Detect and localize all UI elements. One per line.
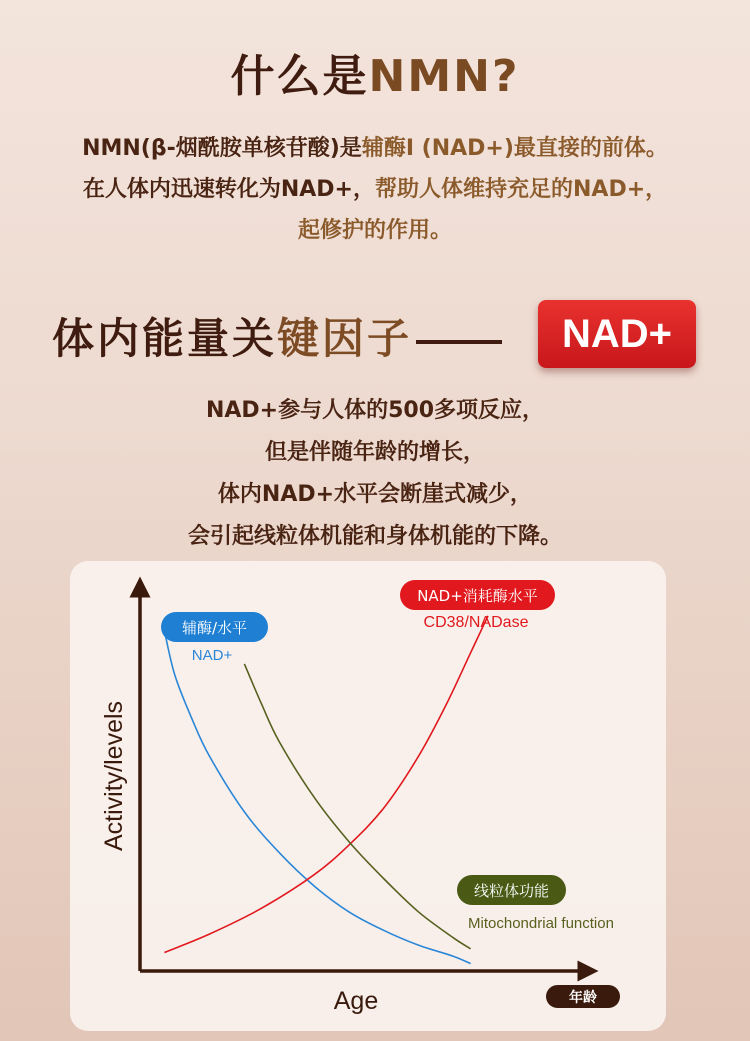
- cd38-legend-cn: NAD+消耗酶水平: [417, 587, 538, 605]
- section-heading-b: 键因子: [277, 314, 413, 363]
- section-heading-a: 体内能量关: [52, 314, 278, 363]
- nad-badge: NAD+: [538, 300, 696, 368]
- cd38-legend-en: CD38/NADase: [423, 614, 529, 631]
- intro-line1-b: 辅酶I (NAD+)最直接的前体。: [361, 136, 668, 161]
- line-chart: [70, 561, 666, 1031]
- section-heading: [52, 306, 502, 366]
- title-part-b: NMN?: [368, 51, 520, 102]
- intro-text: [0, 128, 750, 251]
- chart-card: [70, 561, 666, 1031]
- nad-legend-cn: 辅酶/水平: [181, 619, 248, 637]
- intro-line1-a: NMN(β-烟酰胺单核苷酸)是: [82, 136, 362, 161]
- heading-dash: [416, 340, 502, 344]
- y-axis-label: Activity/levels: [100, 700, 128, 852]
- intro-line3: 起修护的作用。: [297, 218, 452, 243]
- page-title: [0, 40, 750, 104]
- legend-mito: [457, 875, 614, 932]
- nad-curve: [164, 631, 470, 964]
- mito-legend-cn: 线粒体功能: [473, 882, 550, 900]
- para-line1: NAD+参与人体的500多项反应，: [205, 398, 545, 423]
- legend-nad: [161, 612, 268, 664]
- nad-legend-en: NAD+: [191, 647, 233, 664]
- para-line2: 但是伴随年龄的增长，: [264, 440, 485, 465]
- intro-line2-a: 在人体内迅速转化为NAD+，: [82, 177, 375, 202]
- mito-legend-en: Mitochondrial function: [468, 915, 614, 932]
- x-axis-label: Age: [333, 987, 379, 1015]
- mito-curve: [244, 664, 470, 949]
- para-line3: 体内NAD+水平会断崖式减少，: [217, 482, 533, 507]
- nad-paragraph: [0, 390, 750, 558]
- intro-line2-b: 帮助人体维持充足的NAD+，: [375, 177, 668, 202]
- cd38-curve: [164, 616, 488, 953]
- age-badge-label: 年龄: [569, 990, 597, 1006]
- legend-cd38: [400, 580, 555, 631]
- para-line4: 会引起线粒体机能和身体机能的下降。: [187, 524, 562, 549]
- title-part-a: 什么是: [230, 51, 369, 102]
